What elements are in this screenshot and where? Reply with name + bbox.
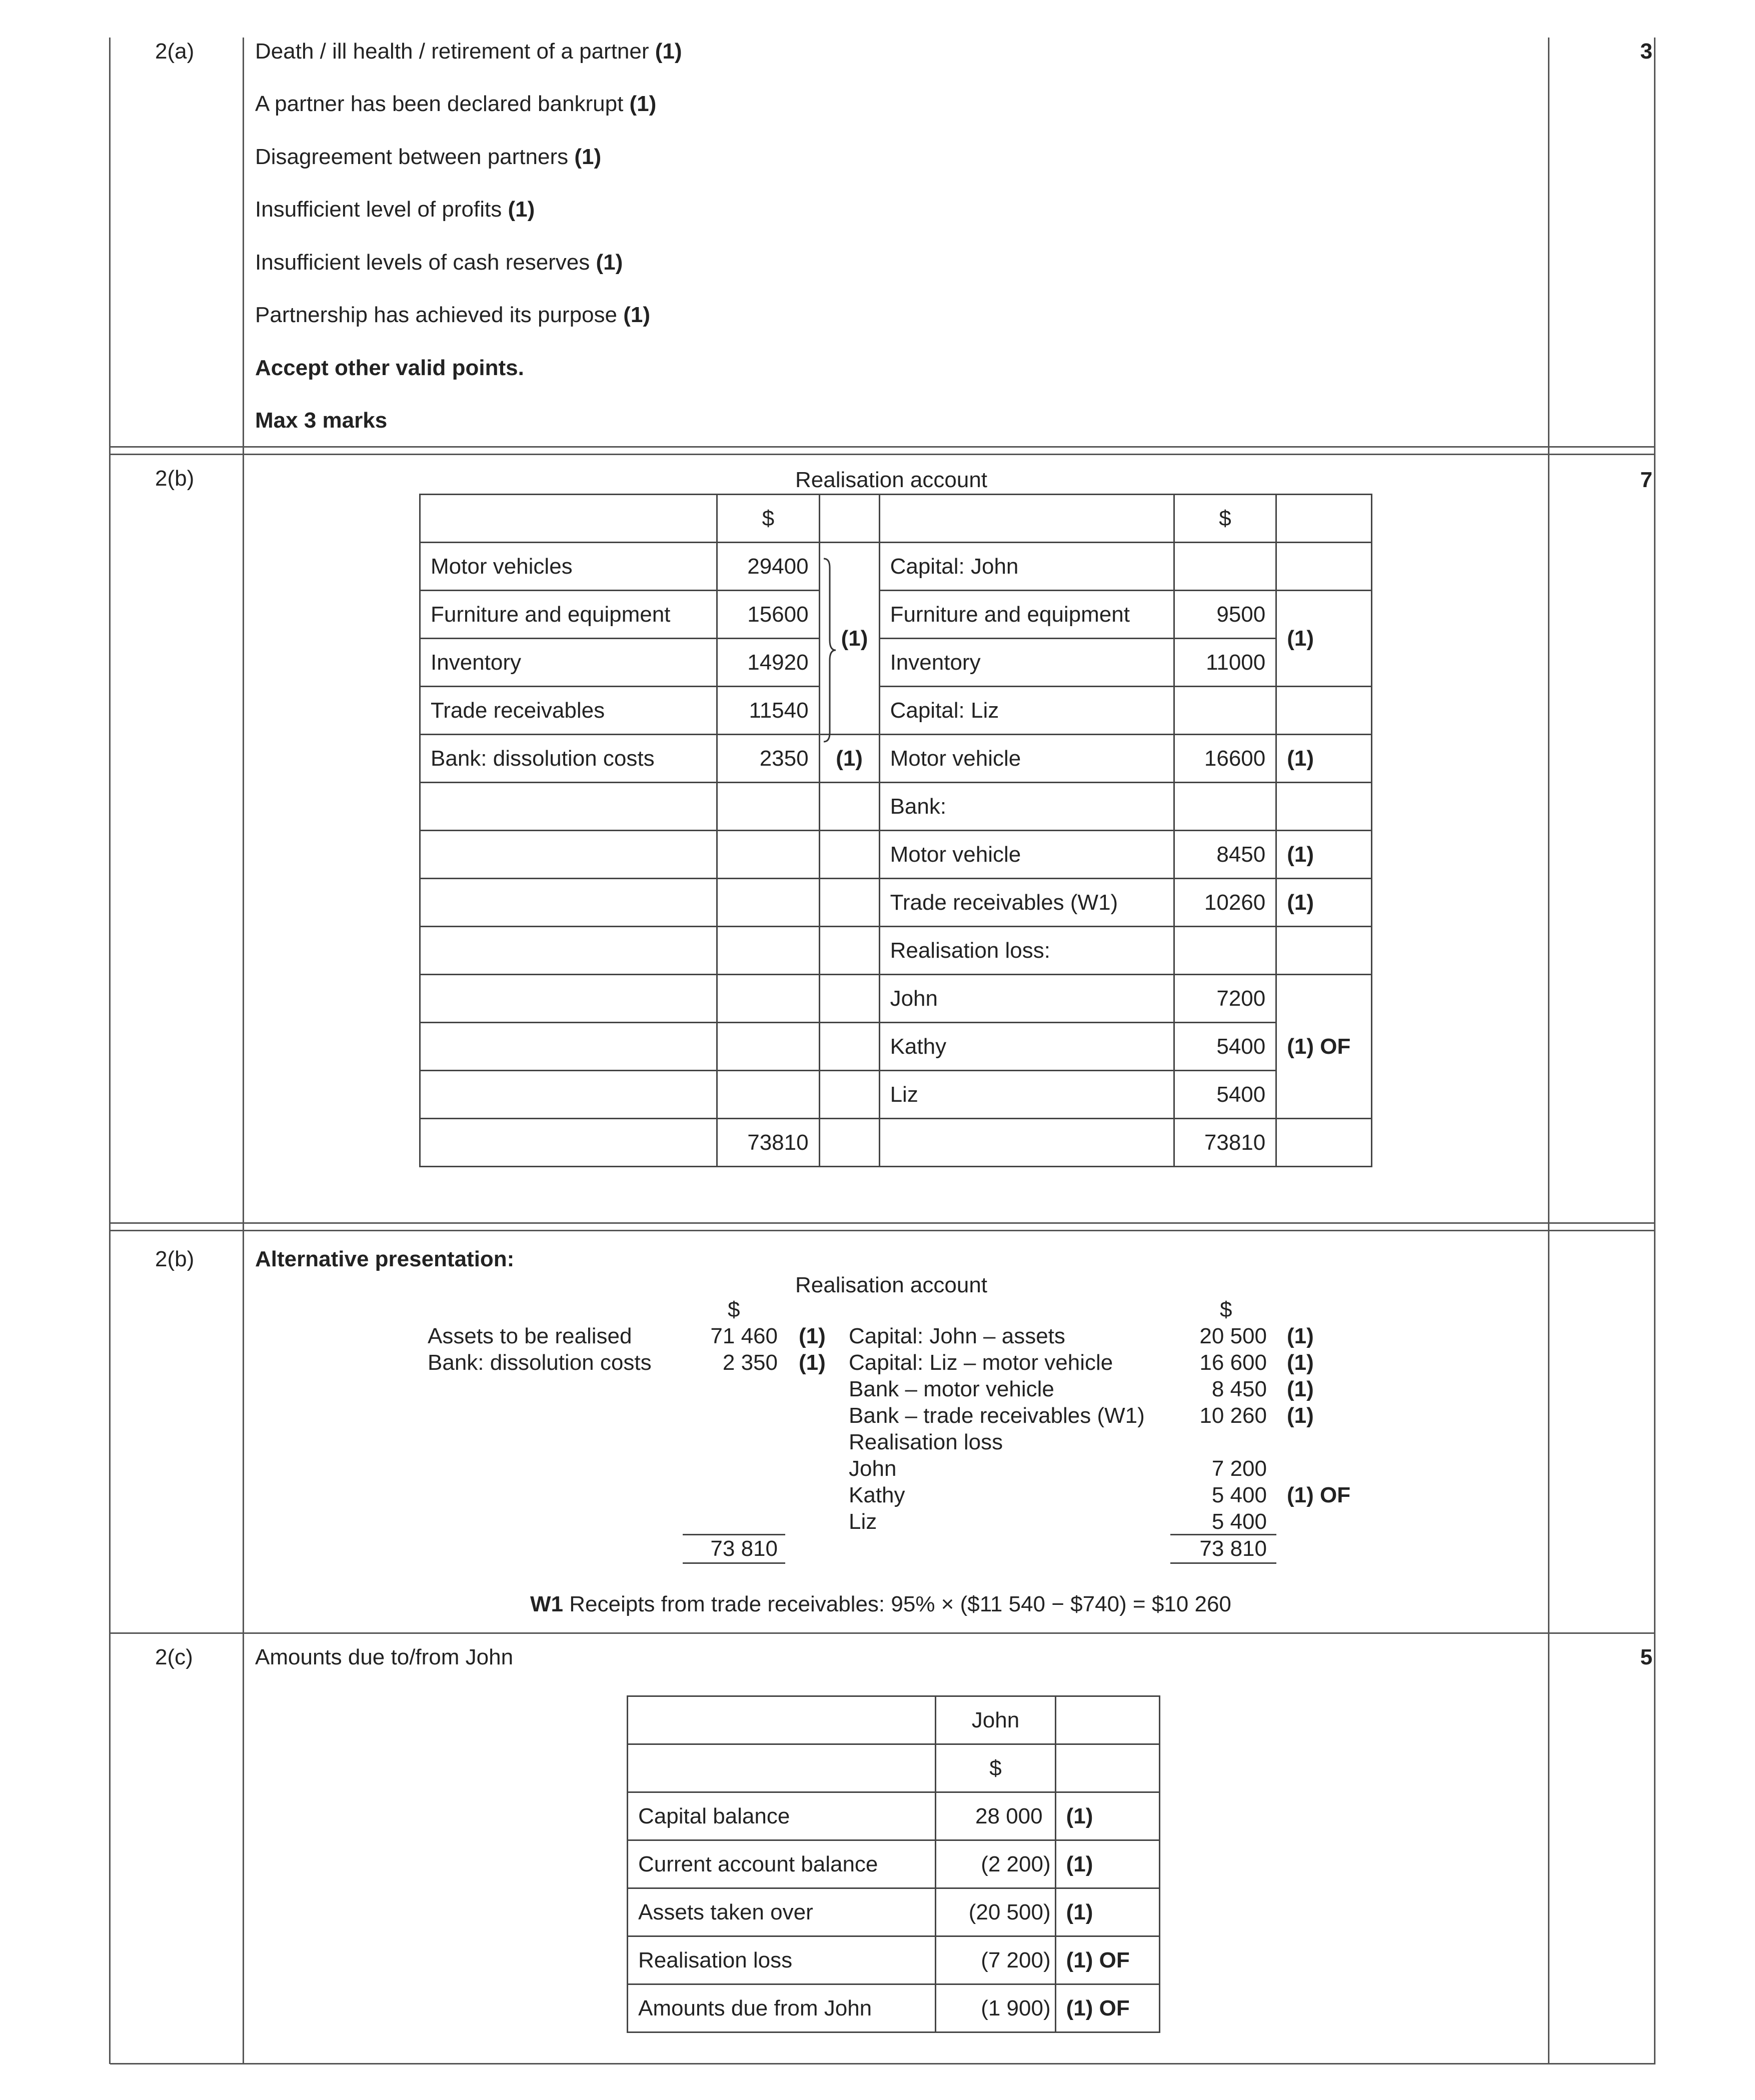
grid-right-border (1654, 38, 1655, 2064)
table-row: Liz 5400 (420, 1071, 1372, 1119)
question-label-2b-alt: 2(b) (155, 1247, 195, 1271)
alt-debit-marks: (1) (1) (799, 1324, 826, 1375)
table-row: Bank: dissolution costs 2350 (1) Motor vehicle 16600 (1) (420, 735, 1372, 783)
table-row: Realisation loss (7 200) (1) OF (628, 1936, 1160, 1984)
marks-2b: 7 (1640, 468, 1652, 492)
credit-currency-header: $ (1174, 495, 1276, 543)
answer-item: Death / ill health / retirement of a partner (1) (255, 39, 682, 64)
alt-credit-labels: Capital: John – assets Capital: Liz – motor vehicle Bank – motor vehicle Bank – trade receivables (W1) Realisation loss John Kathy Liz (849, 1324, 1145, 1534)
amounts-due-table (627, 1695, 1160, 2033)
table-row: Current account balance (2 200) (1) (628, 1840, 1160, 1888)
table-header-row (628, 1696, 1160, 1744)
table-row: Motor vehicle 8450 (1) (420, 831, 1372, 879)
grid-divider-2 (1548, 38, 1549, 2064)
table-row: Motor vehicles 29400 (1) Capital: John (420, 543, 1372, 591)
grid-left-border (109, 38, 111, 2064)
assets-brace-mark: (1) (819, 543, 879, 735)
max-marks-note: Max 3 marks (255, 408, 388, 433)
alt-realisation-account-title: Realisation account (795, 1273, 988, 1297)
table-row: Assets taken over (20 500) (1) (628, 1888, 1160, 1936)
alternative-heading: Alternative presentation: (255, 1247, 515, 1271)
alt-debit-values: 71 460 2 350 (710, 1324, 778, 1375)
table-row: Capital balance 28 000 (1) (628, 1792, 1160, 1840)
marking-note: Accept other valid points. (255, 356, 524, 380)
furniture-inventory-mark: (1) (1276, 591, 1372, 687)
credit-total: 73810 (1174, 1119, 1276, 1167)
answer-item: Insufficient level of profits (1) (255, 197, 535, 222)
answer-item: A partner has been declared bankrupt (1) (255, 92, 657, 116)
table-header-row (628, 1744, 1160, 1792)
debit-total: 73810 (717, 1119, 820, 1167)
table-row: Trade receivables 11540 Capital: Liz (420, 687, 1372, 735)
alt-debit-labels: Assets to be realised Bank: dissolution costs (428, 1324, 652, 1375)
realisation-account-title: Realisation account (795, 468, 988, 492)
marks-2a: 3 (1640, 39, 1652, 64)
grid-divider-1 (243, 38, 244, 2064)
table-row: Kathy 5400 (420, 1023, 1372, 1071)
grid-bottom-border (110, 2063, 1655, 2064)
table-row: Amounts due from John (1 900) (1) OF (628, 1984, 1160, 2032)
alt-credit-total-underline (1170, 1562, 1276, 1564)
table-row: Inventory 14920 Inventory 11000 (420, 639, 1372, 687)
alt-credit-values: 20 500 16 600 8 450 10 260 7 200 5 400 5 400 (1199, 1324, 1267, 1534)
row-separator-2 (110, 1222, 1655, 1231)
alt-credit-currency: $ (1220, 1297, 1232, 1322)
table-row: John 7200 (1) OF (420, 975, 1372, 1023)
answer-item: Partnership has achieved its purpose (1) (255, 303, 650, 327)
table-row: Furniture and equipment 15600 Furniture and equipment 9500 (1) (420, 591, 1372, 639)
question-label-2a: 2(a) (155, 39, 195, 64)
answer-item: Insufficient levels of cash reserves (1) (255, 250, 623, 275)
table-total-row (420, 1119, 1372, 1167)
question-label-2b: 2(b) (155, 466, 195, 491)
table-row: Realisation loss: (420, 927, 1372, 975)
curly-brace-icon (823, 558, 838, 743)
working-note-w1: W1 Receipts from trade receivables: 95% × ($11 540 − $740) = $10 260 (530, 1592, 1231, 1616)
table-header-row (420, 495, 1372, 543)
table-row: Trade receivables (W1) 10260 (1) (420, 879, 1372, 927)
answer-item: Disagreement between partners (1) (255, 145, 602, 169)
realisation-account-table (419, 494, 1372, 1167)
alt-credit-total: 73 810 (1199, 1536, 1267, 1561)
question-label-2c: 2(c) (155, 1645, 193, 1669)
table-row: Bank: (420, 783, 1372, 831)
alt-debit-currency: $ (728, 1297, 740, 1322)
amounts-due-heading: Amounts due to/from John (255, 1645, 514, 1669)
alt-debit-total-underline (683, 1562, 785, 1564)
realisation-loss-mark: (1) OF (1276, 975, 1372, 1119)
alt-debit-total: 73 810 (710, 1536, 778, 1561)
row-separator-1 (110, 446, 1655, 455)
debit-currency-header: $ (717, 495, 820, 543)
alt-credit-marks: (1) (1) (1) (1) (1) OF (1287, 1324, 1351, 1507)
currency-header: $ (936, 1744, 1055, 1792)
row-separator-3 (110, 1632, 1655, 1634)
marks-2c: 5 (1640, 1645, 1652, 1669)
john-column-header: John (936, 1696, 1055, 1744)
